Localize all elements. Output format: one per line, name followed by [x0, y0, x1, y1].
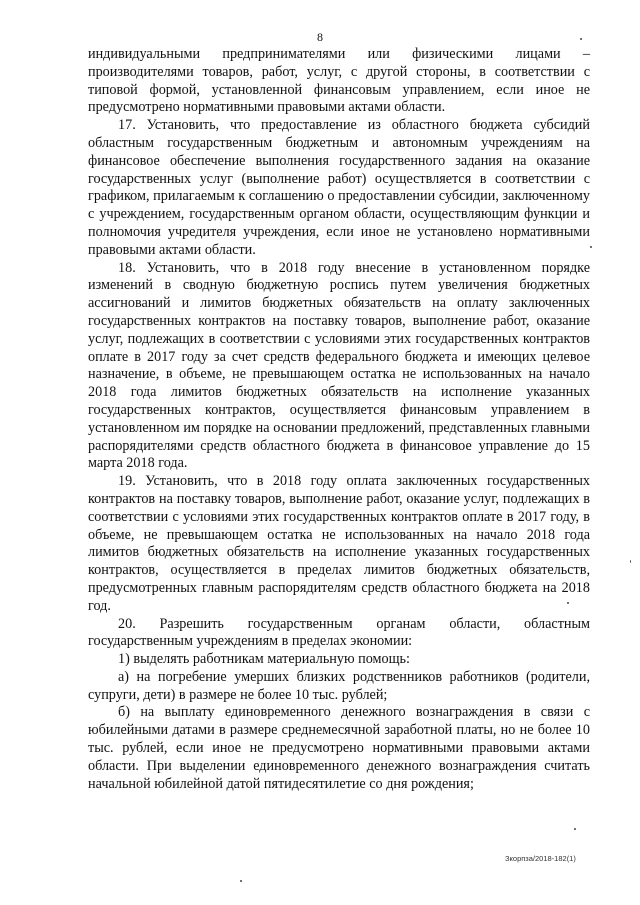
- paragraph-continuation: индивидуальными предпринимателями или физическими лицами – производителями товаров, работ, услуг, с другой стороны, в соответствии с типовой формой, установленной финансовым управлением, если иное не предусмотрено нормативными правовыми актами области.: [88, 46, 590, 116]
- paragraph-20-item-1b: б) на выплату единовременного денежного вознаграждения в связи с юбилейными датами в размере среднемесячной заработной платы, но не более 10 тыс. рублей, если иное не предусмотрено нормативными правовыми актами области. При выделении единовременного денежного вознаграждения считать начальной юбилейной датой пятидесятилетие со дня рождения;: [88, 704, 590, 792]
- scan-speck: [630, 560, 631, 563]
- scan-speck: [580, 38, 582, 40]
- paragraph-19: 19. Установить, что в 2018 году оплата заключенных государственных контрактов на поставку товаров, выполнение работ, оказание услуг, подлежащих в соответствии с условиями этих государственных контрактов оплате в 2017 году, в объеме, не превышающем остатка не использованных на начало 2018 года лимитов бюджетных обязательств на исполнение указанных государственных контрактов, осуществляется в пределах лимитов бюджетных обязательств, предусмотренных главным распорядителям средств областного бюджета на 2018 год.: [88, 473, 590, 614]
- paragraph-20-item-1: 1) выделять работникам материальную помощь:: [118, 651, 410, 668]
- footer-code: Зкорпза/2018-182(1): [505, 854, 576, 863]
- scan-speck: [567, 602, 569, 604]
- document-body: [88, 46, 590, 793]
- paragraph-20-item-1a: а) на погребение умерших близких родственников работников (родители, супруги, дети) в размере не более 10 тыс. рублей;: [88, 668, 590, 703]
- paragraph-17: 17. Установить, что предоставление из областного бюджета субсидий областным государственным бюджетным и автономным учреждениям на финансовое обеспечение выполнения государственного задания на оказание государственных услуг (выполнение работ) осуществляется в соответствии с графиком, прилагаемым к соглашению о предоставлении субсидии, заключенному с учреждением, государственным органом области, осуществляющим функции и полномочия учредителя учреждения, если иное не установлено нормативными правовыми актами области.: [88, 117, 590, 258]
- scan-speck: [240, 880, 242, 882]
- page-number: 8: [317, 30, 323, 44]
- paragraph-18: 18. Установить, что в 2018 году внесение в установленном порядке изменений в сводную бюджетную роспись путем увеличения бюджетных ассигнований и лимитов бюджетных обязательств на оплату заключенных государственных контрактов на поставку товаров, выполнение работ, оказание услуг, подлежащих в соответствии с условиями этих государственных контрактов оплате в 2017 году за счет средств федерального бюджета и имеющих целевое назначение, в объеме, не превышающем остатка не использованных на начало 2018 года лимитов бюджетных обязательств на исполнение указанных государственных контрактов, осуществляется финансовым управлением в установленном им порядке на основании предложений, представленных главными распорядителями средств областного бюджета в финансовое управление до 15 марта 2018 года.: [88, 259, 590, 472]
- scan-speck: [590, 246, 592, 248]
- paragraph-20: 20. Разрешить государственным органам области, областным государственным учреждениям в пределах экономии:: [88, 615, 590, 650]
- scan-speck: [574, 828, 576, 830]
